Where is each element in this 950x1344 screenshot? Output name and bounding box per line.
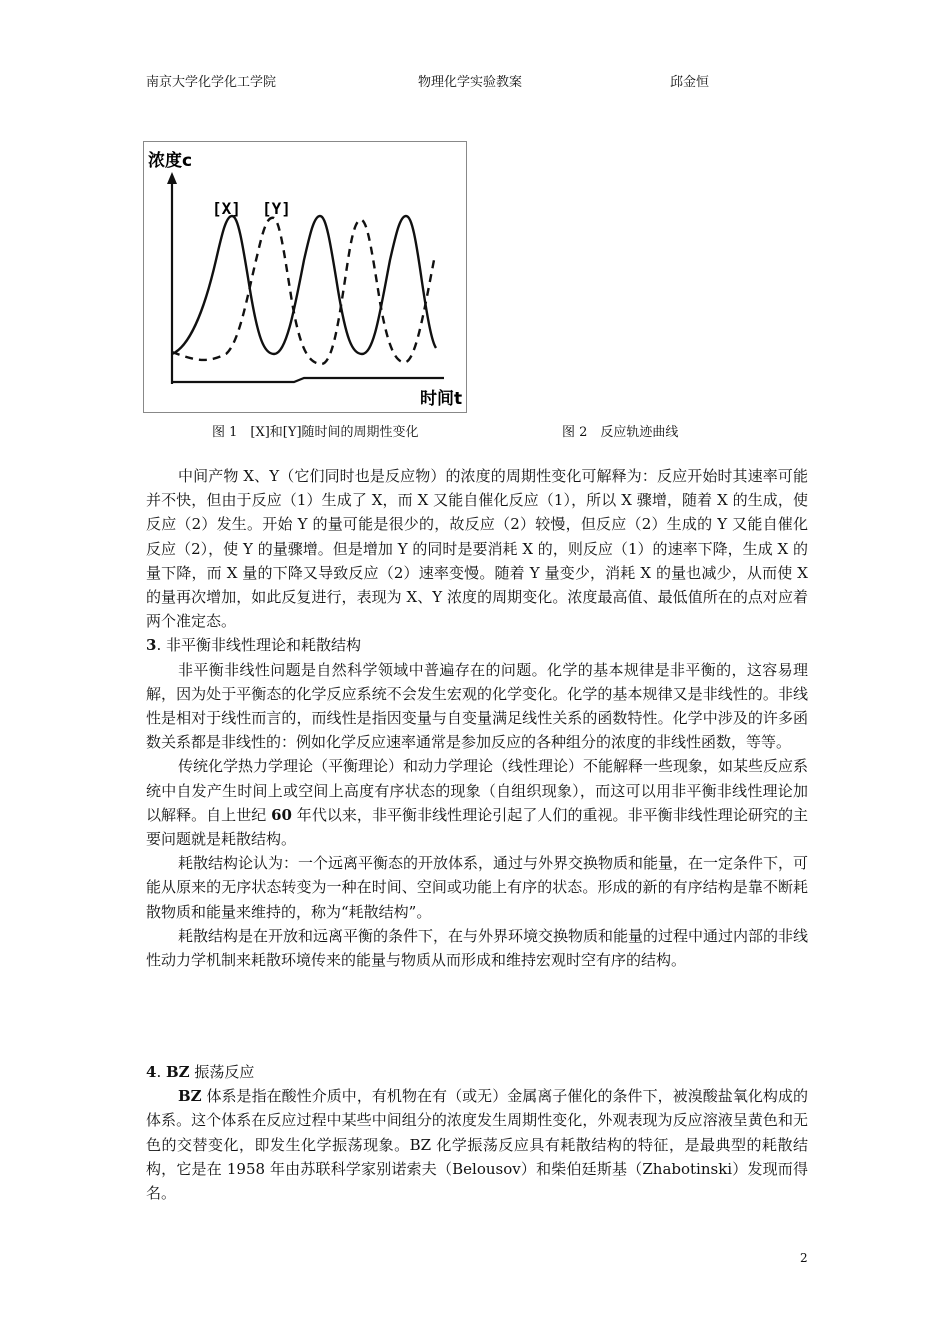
paragraph-oscillation-explanation: 中间产物 X、Y（它们同时也是反应物）的浓度的周期性变化可解释为：反应开始时其速率可能并不快，但由于反应（1）生成了 X，而 X 又能自催化反应（1），所以 X 骤增，随着 X 的生成，使反应（2）发生。开始 Y 的量可能是很少的，故反应（2）较慢，但反应（2）生成的 Y 又能自催化反应（2），使 Y 的量骤增。但是增加 Y 的同时是要消耗 X 的，则反应（1）的速率下降，生成 X 的量下降，而 X 量的下降又导致反应（2）速率变慢。随着 Y 量变少，消耗 X 的量也减少，从而使 X 的量再次增加，如此反复进行，表现为 X、Y 浓度的周期变化。浓度最高值、最低值所在的点对应着两个准定态。 — [146, 467, 808, 631]
y-axis-label: 浓度c — [148, 151, 193, 171]
paragraph-traditional-theory-decade: 60 — [271, 805, 292, 824]
paragraph-dissipative-structure: 耗散结构是在开放和远离平衡的条件下，在与外界环境交换物质和能量的过程中通过内部的非线性动力学机制来耗散环境传来的能量与物质从而形成和维持宏观时空有序的结构。 — [146, 926, 809, 970]
body-text-lower — [146, 1060, 808, 1205]
paragraph-bz-system — [146, 1084, 808, 1205]
page-number: 2 — [800, 1251, 808, 1265]
header-course-title: 物理化学实验教案 — [418, 75, 523, 90]
paragraph-traditional-theory-c: 年代以来，非平衡非线性理论引起了人们的重视。非平衡非线性理论研究的主要问题就是耗散结构。 — [146, 805, 808, 849]
x-axis-label: 时间t — [420, 389, 463, 409]
y-axis-arrow — [167, 172, 177, 184]
figure-1-svg — [144, 142, 466, 412]
paragraph-nonequilibrium: 非平衡非线性问题是自然科学领域中普遍存在的问题。化学的基本规律是非平衡的，这容易理解，因为处于平衡态的化学反应系统不会发生宏观的化学变化。化学的基本规律又是非线性的。非线性是相对于线性而言的，而线性是指因变量与自变量满足线性关系的函数特性。化学中涉及的许多函数关系都是非线性的：例如化学反应速率通常是参加反应的各种组分的浓度的非线性函数，等等。 — [146, 660, 808, 752]
section-4-title: 振荡反应 — [189, 1063, 255, 1081]
paragraph-dissipative-theory: 耗散结构论认为：一个远离平衡态的开放体系，通过与外界交换物质和能量，在一定条件下，可能从原来的无序状态转变为一种在时间、空间或功能上有序的状态。形成的新的有序结构是靠不断耗散物质和能量来维持的，称为“耗散结构”。 — [146, 854, 809, 921]
body-text-upper — [146, 464, 808, 972]
paragraph-bz-system-text: 体系是指在酸性介质中，有机物在有（或无）金属离子催化的条件下，被溴酸盐氧化构成的体系。这个体系在反应过程中某些中间组分的浓度发生周期性变化，外观表现为反应溶液呈黄色和无色的交替变化，即发生化学振荡现象。BZ 化学振荡反应具有耗散结构的特征，是最典型的耗散结构，它是在 1958 年由苏联科学家别诺索夫（Belousov）和柴伯廷斯基（Zhabotinski）发现而得名。 — [146, 1087, 808, 1203]
x-axis-line — [172, 378, 444, 382]
section-3-title: . 非平衡非线性理论和耗散结构 — [156, 636, 361, 655]
series-label-x: [X] — [212, 199, 241, 218]
section-4-bz: BZ — [165, 1063, 190, 1081]
header-institution: 南京大学化学化工学院 — [146, 75, 277, 90]
figure-1-caption: 图 1 [X]和[Y]随时间的周期性变化 — [212, 425, 419, 440]
paragraph-bz-system-bz: BZ — [178, 1087, 202, 1106]
section-3-heading — [146, 633, 808, 657]
section-4-heading: 4. BZ 振荡反应 — [146, 1063, 255, 1081]
series-label-y: [Y] — [262, 199, 291, 218]
figure-1-oscillation-plot — [143, 141, 467, 413]
section-3-number: 3 — [146, 636, 157, 655]
series-x-curve — [172, 216, 436, 354]
paragraph-traditional-theory-a: 传统化学热力学理论（平衡理论）和动力学理论（线性理论）不能解释一些现象，如某些反应系统中自发产生时间上或空间上高度有序状态的现象（自组织现象），而这可以用非平衡非线性理论加以解释。自上世纪 — [146, 757, 809, 824]
header-author: 邱金恒 — [670, 75, 710, 90]
paragraph-traditional-theory — [146, 754, 808, 851]
figure-2-caption: 图 2 反应轨迹曲线 — [562, 425, 679, 440]
section-4-number: 4 — [146, 1063, 157, 1081]
